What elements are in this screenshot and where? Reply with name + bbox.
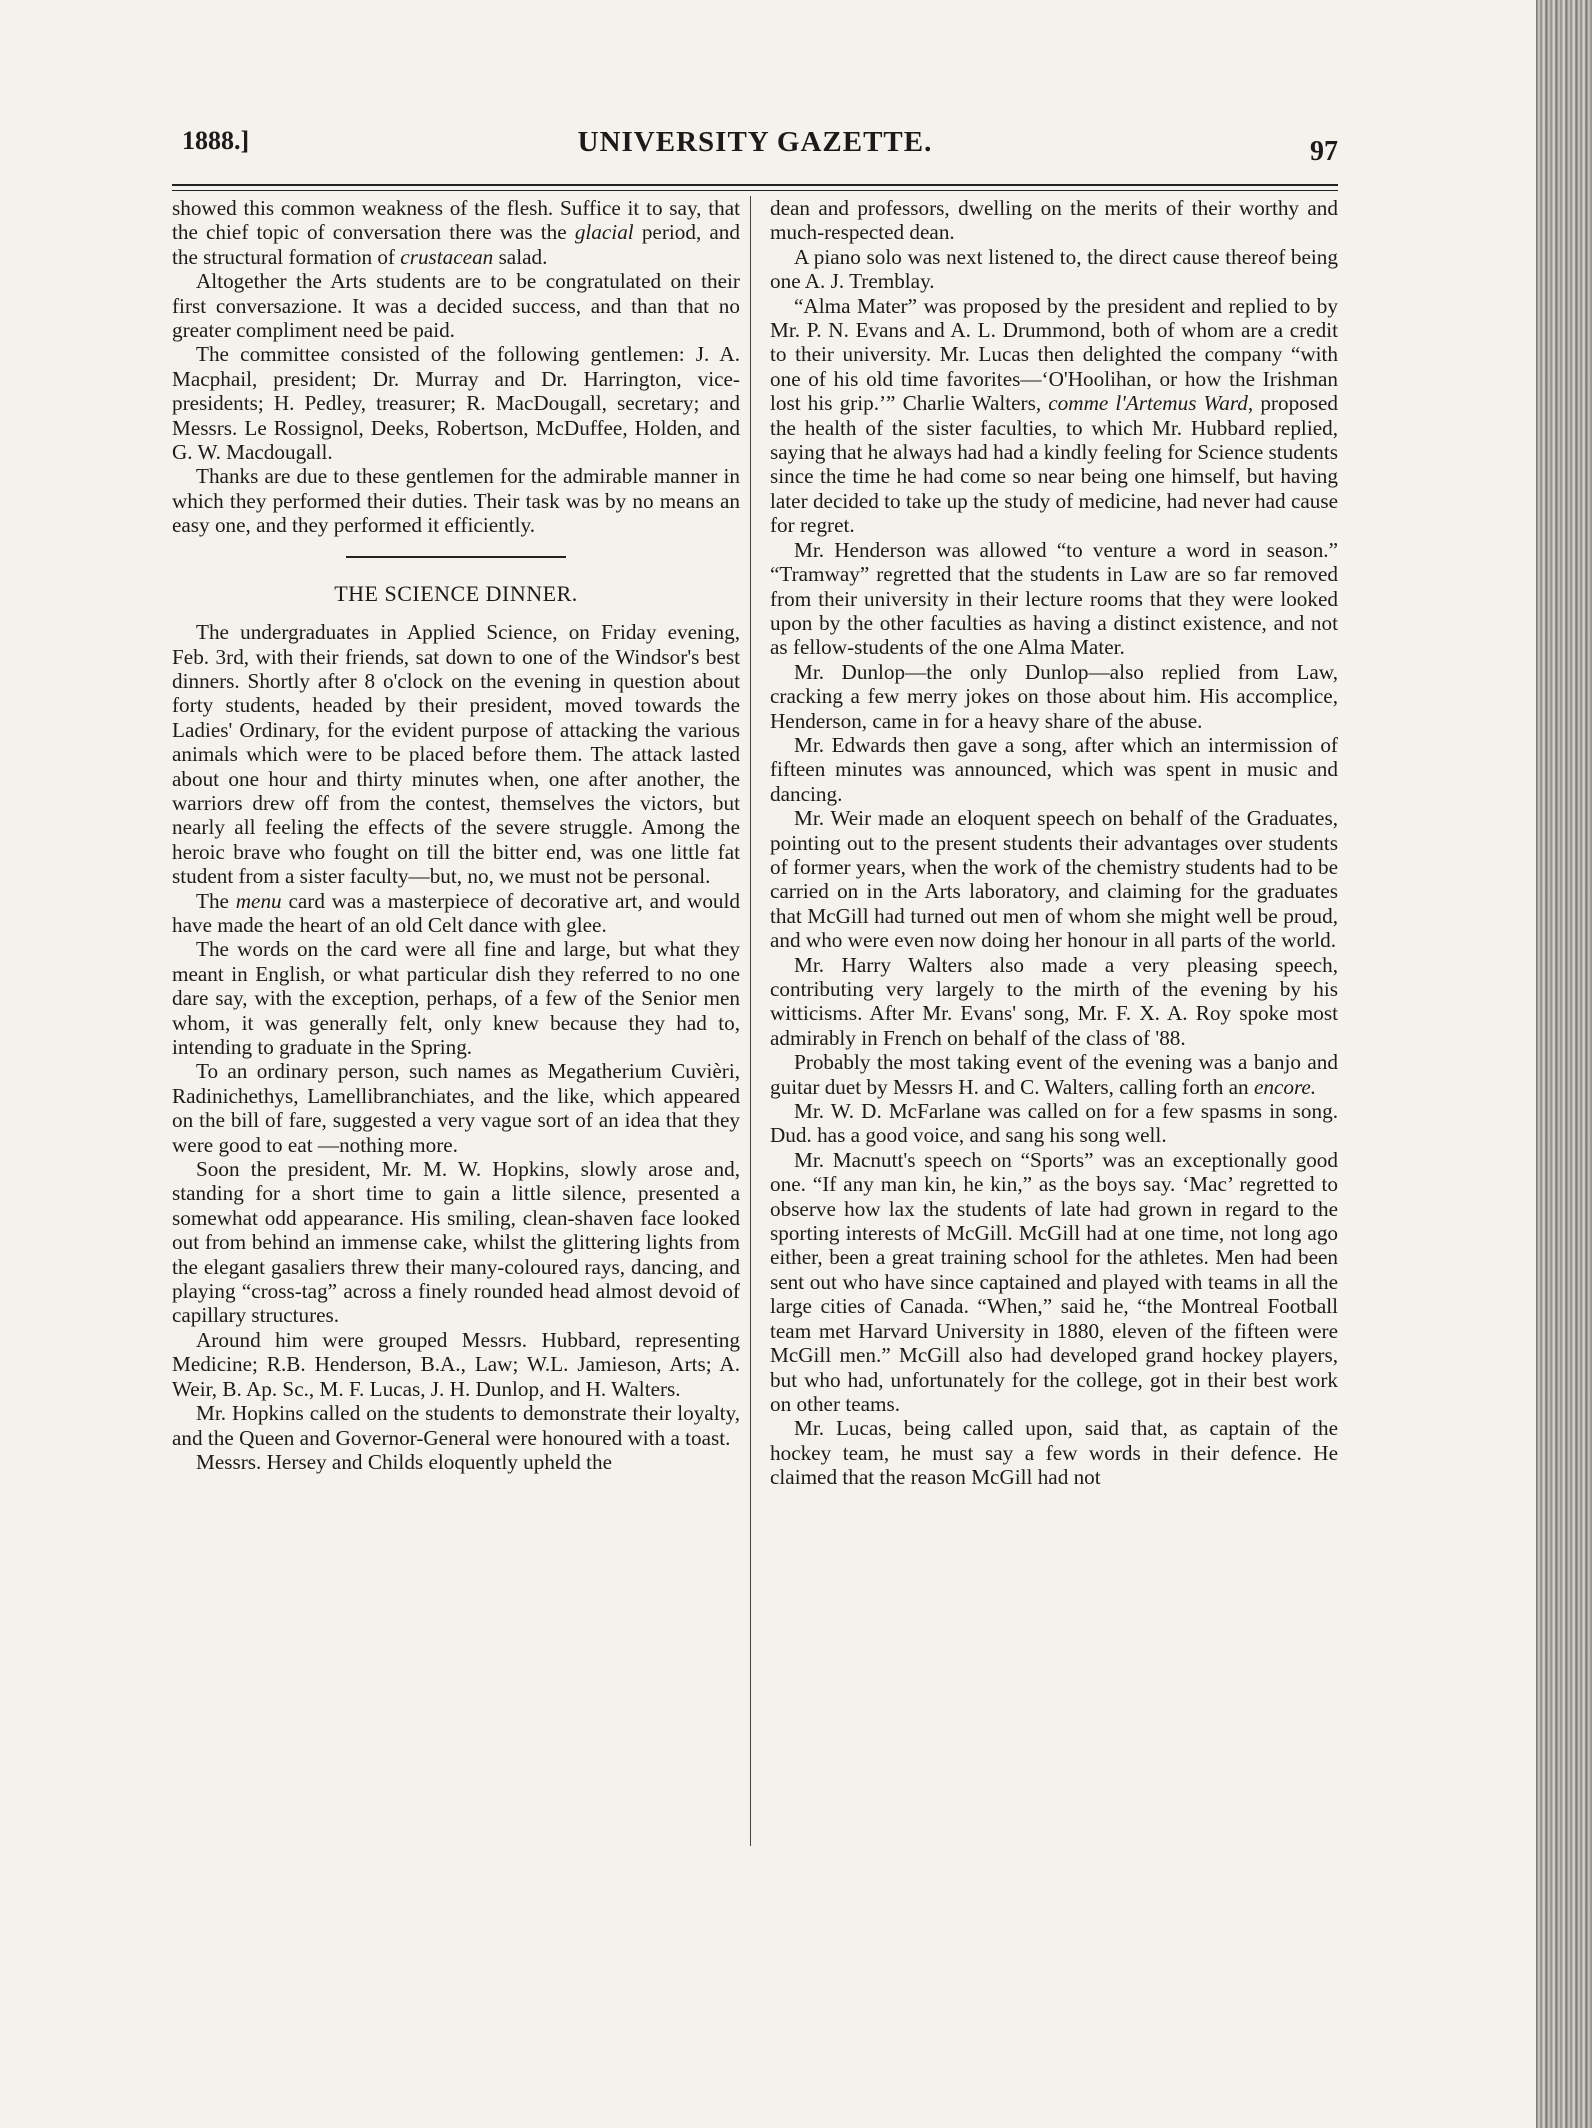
section-divider <box>346 556 566 558</box>
column-divider <box>750 196 751 1846</box>
paragraph: “Alma Mater” was proposed by the president and replied to by Mr. P. N. Evans and A. L. Drummond, both of whom are a credit to their university. Mr. Lucas then delighted the company “with one of his old time favorites—‘O'Hoolihan, or how the Irishman lost his grip.’” Charlie Walters, comme l'Artemus Ward, proposed the health of the sister faculties, to which Mr. Hubbard replied, saying that he always had had a kindly feeling for Science students since the time he had come so near being one himself, but having later decided to take up the study of medicine, had never had cause for regret. <box>770 293 1338 538</box>
paragraph: The words on the card were all fine and large, but what they meant in English, or what particular dish they referred to no one dare say, with the exception, perhaps, of a few of the Senior men whom, it was generally felt, only knew because they had to, intending to graduate in the Spring. <box>172 937 740 1059</box>
paragraph: dean and professors, dwelling on the merits of their worthy and much-respected dean. <box>770 196 1338 245</box>
left-column <box>172 196 740 1474</box>
section-title: THE SCIENCE DINNER. <box>334 580 578 606</box>
header-rule <box>172 184 1338 186</box>
paragraph: Around him were grouped Messrs. Hubbard, representing Medicine; R.B. Henderson, B.A., Law; W.L. Jamieson, Arts; A. Weir, B. Ap. Sc., M. F. Lucas, J. H. Dunlop, and H. Walters. <box>172 1327 740 1401</box>
page-edge <box>1536 0 1592 2128</box>
paragraph: Mr. Harry Walters also made a very pleasing speech, contributing very largely to the mirth of the evening by his witticisms. After Mr. Evans' song, Mr. F. X. A. Roy spoke most admirably in French on behalf of the class of '88. <box>770 952 1338 1050</box>
paragraph: Mr. Macnutt's speech on “Sports” was an exceptionally good one. “If any man kin, he kin,” as the boys say. ‘Mac’ regretted to observe how lax the students of late had grown in regard to the sporting interests of McGill. McGill had at one time, not long ago either, been a great training school for the athletes. Men had been sent out who have since captained and played with teams in all the large cities of Canada. “When,” said he, “the Montreal Football team met Harvard University in 1880, eleven of the fifteen were McGill men.” McGill also had developed grand hockey players, but who had, unfortunately for the college, got in their best work on other teams. <box>770 1147 1338 1416</box>
header-rule-thin <box>172 190 1338 191</box>
paragraph: The undergraduates in Applied Science, on Friday evening, Feb. 3rd, with their friends, sat down to one of the Windsor's best dinners. Shortly after 8 o'clock on the evening in question about forty students, headed by their president, moved towards the Ladies' Ordinary, for the evident purpose of attacking the various animals which were to be placed before them. The attack lasted about one hour and thirty minutes when, one after another, the warriors drew off from the contest, themselves the victors, but nearly all feeling the effects of the severe struggle. Among the heroic brave who fought on till the bitter end, was one little fat student from a sister faculty—but, no, we must not be personal. <box>172 620 740 889</box>
paragraph: Mr. W. D. McFarlane was called on for a few spasms in song. Dud. has a good voice, and sang his song well. <box>770 1099 1338 1148</box>
paragraph: Probably the most taking event of the evening was a banjo and guitar duet by Messrs H. and C. Walters, calling forth an encore. <box>770 1050 1338 1099</box>
paragraph: Mr. Hopkins called on the students to demonstrate their loyalty, and the Queen and Governor-General were honoured with a toast. <box>172 1401 740 1450</box>
paragraph: Mr. Edwards then gave a song, after which an intermission of fifteen minutes was announced, which was spent in music and dancing. <box>770 732 1338 806</box>
paragraph: Altogether the Arts students are to be congratulated on their first conversazione. It was a decided success, and than that no greater compliment need be paid. <box>172 269 740 343</box>
paragraph: The menu card was a masterpiece of decorative art, and would have made the heart of an old Celt dance with glee. <box>172 888 740 937</box>
right-column <box>770 196 1338 1490</box>
header-year: 1888.] <box>182 126 250 155</box>
page-header <box>172 120 1338 180</box>
paragraph: Messrs. Hersey and Childs eloquently upheld the <box>196 1449 613 1474</box>
paragraph: Thanks are due to these gentlemen for the admirable manner in which they performed their duties. Their task was by no means an easy one, and they performed it efficiently. <box>172 464 740 538</box>
paragraph: A piano solo was next listened to, the direct cause thereof being one A. J. Tremblay. <box>770 244 1338 294</box>
paragraph: To an ordinary person, such names as Megatherium Cuvièri, Radinichethys, Lamellibranchiates, and the like, which appeared on the bill of fare, suggested a very vague sort of an idea that they were good to eat —nothing more. <box>172 1059 740 1157</box>
paragraph: Mr. Dunlop—the only Dunlop—also replied from Law, cracking a few merry jokes on those about him. His accomplice, Henderson, came in for a heavy share of the abuse. <box>770 659 1338 733</box>
header-title: UNIVERSITY GAZETTE. <box>577 126 933 158</box>
paragraph: Mr. Weir made an eloquent speech on behalf of the Graduates, pointing out to the present students their advantages over students of former years, when the work of the chemistry students had to be carried on in the Arts laboratory, and claiming for the graduates that McGill had turned out men of whom she might well be proud, and who were even now doing her honour in all parts of the world. <box>770 806 1338 953</box>
paragraph: The committee consisted of the following gentlemen: J. A. Macphail, president; Dr. Murray and Dr. Harrington, vice-presidents; H. Pedley, treasurer; R. MacDougall, secretary; and Messrs. Le Rossignol, Deeks, Robertson, McDuffee, Holden, and G. W. Macdougall. <box>172 342 740 465</box>
paragraph: Mr. Henderson was allowed “to venture a word in season.” “Tramway” regretted that the students in Law are so far removed from their university in their lecture rooms that they were looked upon by the other faculties as having a distinct existence, and not as fellow-students of the one Alma Mater. <box>770 537 1338 660</box>
paragraph: showed this common weakness of the flesh. Suffice it to say, that the chief topic of conversation there was the glacial period, and the structural formation of crustacean salad. <box>172 196 740 269</box>
page-number: 97 <box>1310 136 1338 167</box>
paragraph: Soon the president, Mr. M. W. Hopkins, slowly arose and, standing for a short time to gain a little silence, presented a somewhat odd appearance. His smiling, clean-shaven face looked out from behind an immense cake, whilst the glittering lights from the elegant gasaliers threw their many-coloured rays, dancing, and playing “cross-tag” across a finely rounded head almost devoid of capillary structures. <box>172 1157 740 1328</box>
paragraph: Mr. Lucas, being called upon, said that, as captain of the hockey team, he must say a few words in their defence. He claimed that the reason McGill had not <box>770 1416 1338 1490</box>
